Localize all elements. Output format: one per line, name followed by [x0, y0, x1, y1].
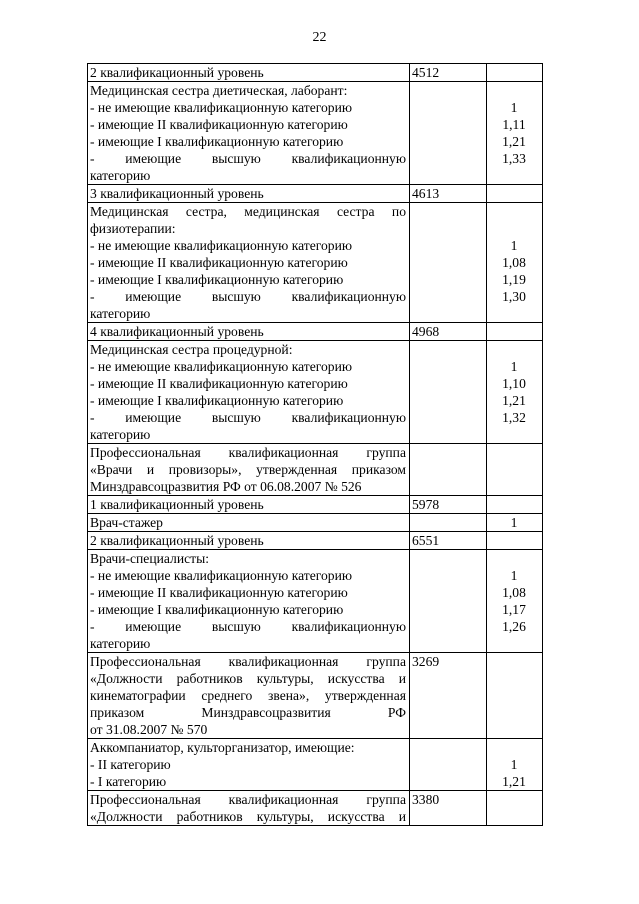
salary-value	[412, 739, 483, 756]
coefficient-cell	[487, 791, 543, 826]
salary-cell	[410, 653, 487, 739]
position-text-line: - имеющие высшую квалификационную	[90, 410, 406, 425]
position-cell	[88, 341, 410, 444]
coefficient-value	[489, 82, 539, 99]
table-row	[88, 514, 543, 532]
coefficient-cell	[487, 185, 543, 203]
position-cell	[88, 185, 410, 203]
position-text-line: от 31.08.2007 № 570	[90, 722, 208, 737]
coefficient-value: 1,21	[502, 774, 526, 789]
salary-cell	[410, 185, 487, 203]
salary-cell	[410, 82, 487, 185]
position-text-line: Медицинская сестра процедурной:	[90, 342, 293, 357]
position-text-line: - имеющие II квалификационную категорию	[90, 255, 348, 270]
position-text-line: Профессиональная квалификационная группа	[90, 445, 406, 460]
coefficient-value	[489, 341, 539, 358]
table-row	[88, 444, 543, 496]
position-text-line: «Должности работников культуры, искусства и	[90, 671, 406, 686]
coefficient-cell	[487, 514, 543, 532]
position-text-line: - имеющие II квалификационную категорию	[90, 117, 348, 132]
coefficient-cell	[487, 532, 543, 550]
position-text-line: - не имеющие квалификационную категорию	[90, 568, 353, 583]
table-row	[88, 185, 543, 203]
coefficient-value: 1,08	[502, 255, 526, 270]
coefficient-cell	[487, 82, 543, 185]
salary-value: 3380	[412, 792, 440, 807]
coefficient-cell	[487, 496, 543, 514]
salary-value: 4968	[412, 324, 440, 339]
salary-value: 4613	[412, 186, 440, 201]
salary-cell	[410, 496, 487, 514]
table-row	[88, 82, 543, 185]
position-cell	[88, 514, 410, 532]
table-row	[88, 341, 543, 444]
coefficient-cell	[487, 203, 543, 323]
coefficient-cell	[487, 341, 543, 444]
position-text-line: Профессиональная квалификационная группа	[90, 792, 406, 807]
position-text-line: - не имеющие квалификационную категорию	[90, 100, 353, 115]
position-cell	[88, 532, 410, 550]
position-cell	[88, 444, 410, 496]
salary-table	[87, 63, 543, 826]
position-text-line: - имеющие высшую квалификационную	[90, 619, 406, 634]
position-text-line: - имеющие I квалификационную категорию	[90, 134, 344, 149]
salary-value	[412, 82, 483, 99]
salary-value: 6551	[412, 533, 440, 548]
coefficient-cell	[487, 739, 543, 791]
position-text-line: категорию	[90, 168, 151, 183]
position-text-line: - II категорию	[90, 757, 171, 772]
table-row	[88, 791, 543, 826]
position-text-line: «Врачи и провизоры», утвержденная приказом	[90, 462, 406, 477]
position-text-line: - имеющие высшую квалификационную	[90, 289, 406, 304]
table-row	[88, 653, 543, 739]
salary-value	[412, 444, 483, 461]
position-cell	[88, 791, 410, 826]
salary-value: 4512	[412, 65, 440, 80]
coefficient-value: 1,17	[502, 602, 526, 617]
page-number: 22	[312, 30, 327, 45]
salary-cell	[410, 739, 487, 791]
coefficient-value: 1,33	[502, 151, 526, 166]
table-row	[88, 323, 543, 341]
salary-value	[412, 203, 483, 220]
coefficient-value: 1,19	[502, 272, 526, 287]
position-text-line: 2 квалификационный уровень	[90, 65, 264, 80]
salary-cell	[410, 444, 487, 496]
position-text-line: - имеющие II квалификационную категорию	[90, 585, 348, 600]
coefficient-value: 1,11	[502, 117, 526, 132]
position-text-line: - имеющие высшую квалификационную	[90, 151, 406, 166]
salary-cell	[410, 791, 487, 826]
table-body	[88, 64, 543, 826]
position-text-line: «Должности работников культуры, искусства и	[90, 809, 406, 824]
salary-cell	[410, 532, 487, 550]
coefficient-value: 1	[510, 359, 518, 374]
coefficient-value	[489, 167, 539, 184]
position-cell	[88, 496, 410, 514]
position-text-line: категорию	[90, 636, 151, 651]
coefficient-value: 1	[510, 757, 518, 772]
salary-cell	[410, 514, 487, 532]
position-text-line: категорию	[90, 306, 151, 321]
position-cell	[88, 739, 410, 791]
coefficient-value: 1	[510, 568, 518, 583]
position-text-line: 2 квалификационный уровень	[90, 533, 264, 548]
position-cell	[88, 64, 410, 82]
coefficient-value: 1,21	[502, 393, 526, 408]
salary-cell	[410, 64, 487, 82]
coefficient-value: 1,30	[502, 289, 526, 304]
coefficient-cell	[487, 64, 543, 82]
coefficient-value	[489, 203, 539, 220]
table-row	[88, 550, 543, 653]
coefficient-value	[489, 305, 539, 322]
salary-value	[412, 341, 483, 358]
coefficient-value: 1,26	[502, 619, 526, 634]
coefficient-value: 1,32	[502, 410, 526, 425]
table-row	[88, 739, 543, 791]
coefficient-value	[489, 220, 539, 237]
position-text-line: кинематографии среднего звена», утвержденная	[90, 688, 406, 703]
coefficient-value: 1,10	[502, 376, 526, 391]
position-text-line: - не имеющие квалификационную категорию	[90, 359, 353, 374]
position-text-line: Медицинская сестра диетическая, лаборант:	[90, 83, 348, 98]
table-row	[88, 532, 543, 550]
position-text-line: Профессиональная квалификационная группа	[90, 654, 406, 669]
position-text-line: Врачи-специалисты:	[90, 551, 209, 566]
position-text-line: - I категорию	[90, 774, 167, 789]
salary-cell	[410, 341, 487, 444]
position-text-line: - имеющие I квалификационную категорию	[90, 602, 344, 617]
position-cell	[88, 82, 410, 185]
position-text-line: - имеющие I квалификационную категорию	[90, 393, 344, 408]
coefficient-value	[489, 550, 539, 567]
coefficient-value: 1	[510, 100, 518, 115]
coefficient-value: 1,21	[502, 134, 526, 149]
position-text-line: Аккомпаниатор, культорганизатор, имеющие:	[90, 740, 355, 755]
position-cell	[88, 653, 410, 739]
salary-cell	[410, 203, 487, 323]
coefficient-cell	[487, 323, 543, 341]
coefficient-cell	[487, 653, 543, 739]
position-text-line: Минздравсоцразвития РФ от 06.08.2007 № 526	[90, 479, 362, 494]
coefficient-value: 1,08	[502, 585, 526, 600]
position-text-line: 1 квалификационный уровень	[90, 497, 264, 512]
position-text-line: приказом Минздравсоцразвития РФ	[90, 705, 406, 720]
coefficient-value	[489, 739, 539, 756]
coefficient-value	[489, 635, 539, 652]
position-text-line: - имеющие II квалификационную категорию	[90, 376, 348, 391]
salary-cell	[410, 323, 487, 341]
coefficient-value: 1	[510, 515, 518, 530]
salary-value: 5978	[412, 497, 440, 512]
coefficient-value: 1	[510, 238, 518, 253]
position-text-line: 4 квалификационный уровень	[90, 324, 264, 339]
salary-value	[412, 514, 483, 531]
position-text-line: физиотерапии:	[90, 221, 176, 236]
position-text-line: Медицинская сестра, медицинская сестра по	[90, 204, 406, 219]
position-text-line: категорию	[90, 427, 151, 442]
salary-value	[412, 550, 483, 567]
table-row	[88, 203, 543, 323]
salary-cell	[410, 550, 487, 653]
position-text-line: Врач-стажер	[90, 515, 163, 530]
coefficient-cell	[487, 550, 543, 653]
position-cell	[88, 550, 410, 653]
position-cell	[88, 203, 410, 323]
table-row	[88, 496, 543, 514]
table-row	[88, 64, 543, 82]
position-text-line: - имеющие I квалификационную категорию	[90, 272, 344, 287]
coefficient-value	[489, 426, 539, 443]
coefficient-cell	[487, 444, 543, 496]
position-text-line: 3 квалификационный уровень	[90, 186, 264, 201]
position-cell	[88, 323, 410, 341]
salary-value: 3269	[412, 654, 440, 669]
position-text-line: - не имеющие квалификационную категорию	[90, 238, 353, 253]
